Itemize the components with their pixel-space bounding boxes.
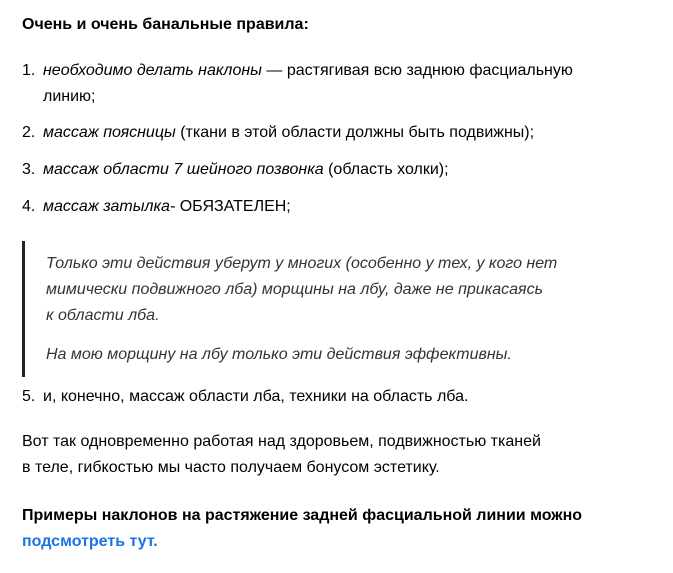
- quote-paragraph-1: [46, 251, 606, 329]
- paragraph-line: в теле, гибкостью мы часто получаем бонусом эстетику.: [22, 459, 440, 476]
- quote-line: мимически подвижного лба) морщины на лбу, даже не прикасаясь: [46, 281, 543, 298]
- list-number: 1.: [22, 62, 36, 79]
- list-item-emphasis: необходимо делать наклоны: [43, 62, 262, 79]
- list-item-text: и, конечно, массаж области лба, техники на область лба.: [43, 388, 469, 405]
- body-paragraph: [22, 429, 622, 481]
- blockquote: [22, 241, 625, 377]
- quote-line: Только эти действия уберут у многих (особенно у тех, у кого нет: [46, 255, 558, 272]
- list-item-text: ОБЯЗАТЕЛЕН;: [175, 198, 291, 215]
- list-item-text-continued: линию;: [43, 88, 96, 105]
- paragraph-line: Вот так одновременно работая над здоровьем, подвижностью тканей: [22, 433, 541, 450]
- quote-paragraph-2: [46, 342, 606, 368]
- list-number: 3.: [22, 161, 36, 178]
- footer-paragraph: [22, 503, 642, 555]
- list-number: 2.: [22, 124, 36, 141]
- list-item-emphasis: массаж поясницы: [43, 124, 176, 141]
- list-item-text: (область холки);: [323, 161, 449, 178]
- examples-link[interactable]: подсмотреть тут.: [22, 533, 158, 550]
- list-number: 5.: [22, 388, 36, 405]
- section-heading: Очень и очень банальные правила:: [22, 16, 309, 33]
- list-item-emphasis: массаж области 7 шейного позвонка: [43, 161, 324, 178]
- footer-text: Примеры наклонов на растяжение задней фасциальной линии можно: [22, 507, 583, 524]
- quote-line: к области лба.: [46, 307, 160, 324]
- quote-line: На мою морщину на лбу только эти действия эффективны.: [46, 346, 512, 363]
- list-item-text: — растягивая всю заднюю фасциальную: [261, 62, 573, 79]
- list-item-text: (ткани в этой области должны быть подвижны);: [175, 124, 535, 141]
- list-item-emphasis: массаж затылка-: [43, 198, 176, 215]
- list-number: 4.: [22, 198, 36, 215]
